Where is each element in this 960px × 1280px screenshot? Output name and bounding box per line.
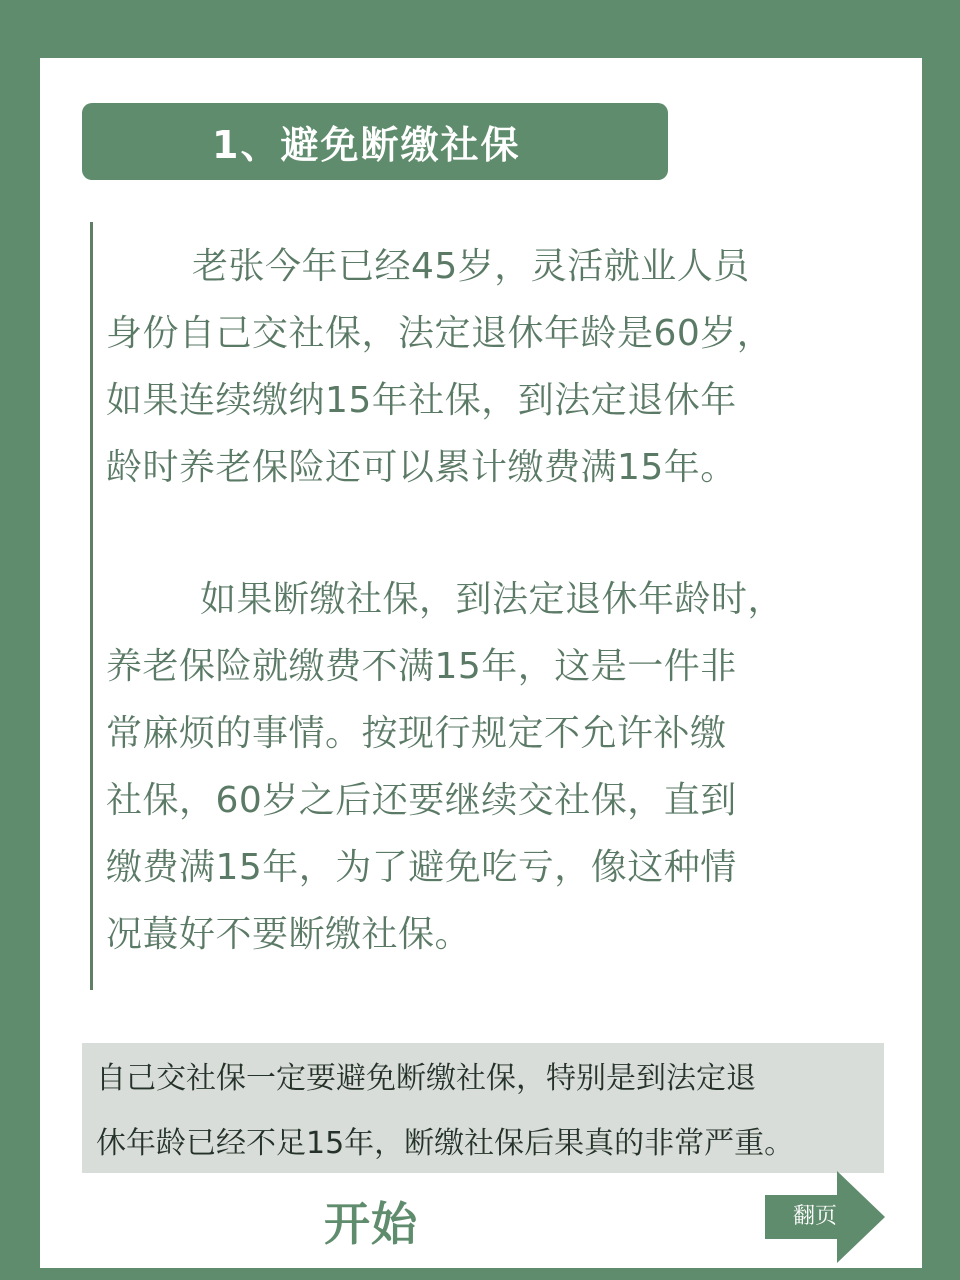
paragraph-2-line-5: 缴费满15年，为了避免吃亏，像这种情 (106, 847, 737, 888)
summary-box (82, 1043, 884, 1173)
start-button[interactable]: 开始 (324, 1197, 418, 1251)
paragraph-1-line-4: 龄时养老保险还可以累计缴费满15年。 (106, 447, 737, 488)
paragraph-2-line-4: 社保，60岁之后还要继续交社保，直到 (106, 780, 737, 821)
summary-line-2: 休年龄已经不足15年，断缴社保后果真的非常严重。 (96, 1126, 795, 1161)
paragraph-2-line-3: 常麻烦的事情。按现行规定不允许补缴 (106, 713, 727, 754)
quote-line (90, 222, 93, 990)
page-turn-button[interactable] (765, 1171, 885, 1263)
paragraph-2-line-6: 况蕞好不要断缴社保。 (106, 914, 472, 955)
summary-line-1: 自己交社保一定要避免断缴社保，特别是到法定退 (96, 1061, 756, 1096)
paragraph-1-line-3: 如果连续缴纳15年社保，到法定退休年 (106, 380, 737, 421)
paragraph-2-line-2: 养老保险就缴费不满15年，这是一件非 (106, 646, 737, 687)
paragraph-1-line-2: 身份自己交社保，法定退休年龄是60岁， (106, 313, 774, 354)
paragraph-1 (106, 233, 866, 501)
section-title: 1、避免断缴社保 (212, 123, 521, 167)
page-turn-label: 翻页 (793, 1204, 838, 1229)
section-title-bar (82, 103, 668, 180)
paragraph-2 (106, 566, 866, 968)
content-card (40, 58, 922, 1268)
paragraph-1-line-1: 老张今年已经45岁，灵活就业人员 (192, 246, 750, 287)
paragraph-2-line-1: 如果断缴社保，到法定退休年龄时， (200, 579, 785, 620)
